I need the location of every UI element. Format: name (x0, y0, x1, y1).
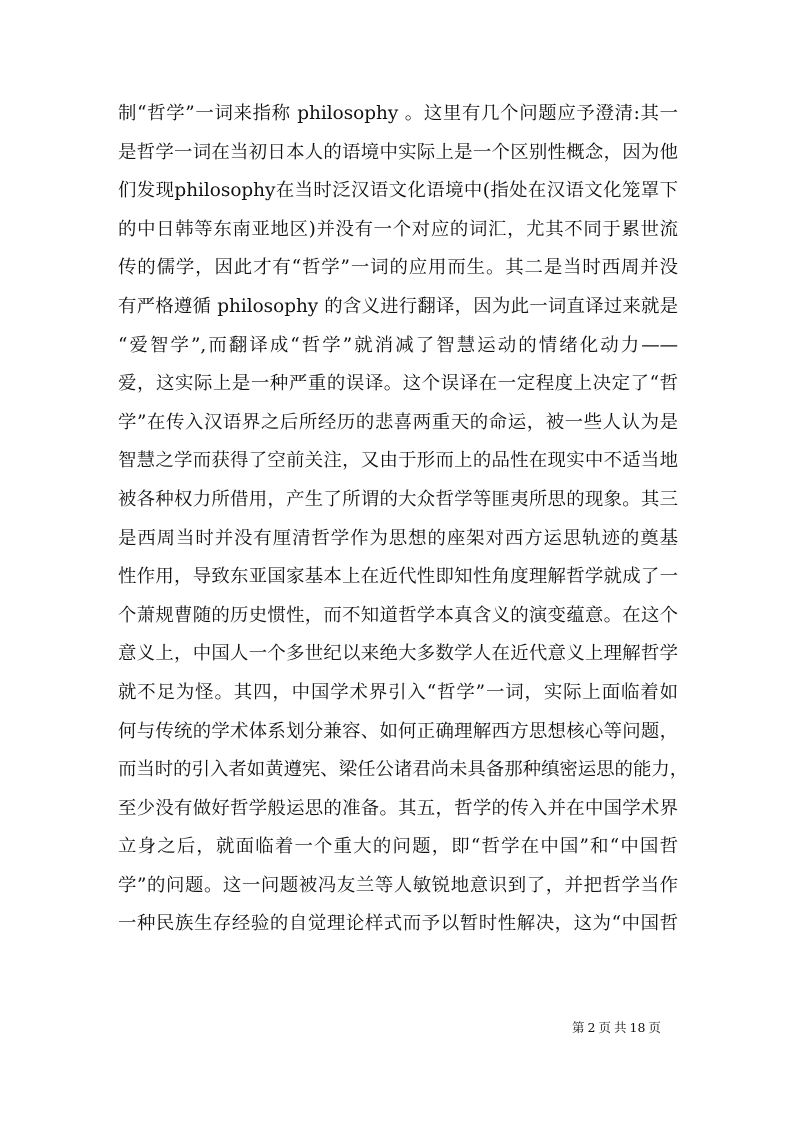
text-line: 至少没有做好哲学般运思的准备。其五，哲学的传入并在中国学术界 (118, 797, 678, 819)
text-line: 意义上，中国人一个多世纪以来绝大多数学人在近代意义上理解哲学 (118, 643, 678, 665)
current-page: 2 (587, 1020, 596, 1035)
page-prefix: 第 (572, 1020, 585, 1035)
text-line: 制“哲学”一词来指称 philosophy 。这里有几个问题应予澄清:其一 (118, 103, 678, 124)
text-line: 智慧之学而获得了空前关注，又由于形而上的品性在现实中不适当地 (118, 450, 678, 472)
body-paragraph (118, 95, 689, 944)
text-line: 学”的问题。这一问题被冯友兰等人敏锐地意识到了，并把哲学当作 (118, 874, 678, 896)
text-line: 而当时的引入者如黄遵宪、梁任公诸君尚未具备那种缜密运思的能力， (118, 759, 689, 781)
total-unit: 页 (648, 1020, 661, 1035)
text-line: 一种民族生存经验的自觉理论样式而予以暂时性解决，这为“中国哲 (118, 913, 678, 935)
text-line: 立身之后，就面临着一个重大的问题，即“哲学在中国”和“中国哲 (118, 836, 678, 858)
total-pages: 18 (629, 1020, 646, 1035)
text-line: 爱，这实际上是一种严重的误译。这个误译在一定程度上决定了“哲 (118, 373, 678, 395)
text-line: 何与传统的学术体系划分兼容、如何正确理解西方思想核心等问题， (118, 720, 678, 742)
text-line: 学”在传入汉语界之后所经历的悲喜两重天的命运，被一些人认为是 (118, 411, 678, 433)
text-line: 有严格遵循 philosophy 的含义进行翻译，因为此一词直译过来就是 (118, 295, 678, 317)
page-number (572, 1018, 664, 1036)
text-line: “爱智学”,而翻译成“哲学”就消减了智慧运动的情绪化动力—— (118, 334, 678, 356)
page-unit: 页 (598, 1020, 611, 1035)
total-prefix: 共 (613, 1020, 627, 1035)
text-line: 是哲学一词在当初日本人的语境中实际上是一个区别性概念，因为他 (118, 141, 678, 163)
text-line: 被各种权力所借用，产生了所谓的大众哲学等匪夷所思的现象。其三 (118, 488, 678, 510)
text-line: 们发现philosophy在当时泛汉语文化语境中(指处在汉语文化笼罩下 (118, 180, 678, 202)
text-line: 是西周当时并没有厘清哲学作为思想的座架对西方运思轨迹的奠基 (118, 527, 678, 549)
text-line: 个萧规曹随的历史惯性，而不知道哲学本真含义的演变蕴意。在这个 (118, 604, 678, 626)
text-line: 就不足为怪。其四，中国学术界引入“哲学”一词，实际上面临着如 (118, 681, 678, 703)
text-line: 的中日韩等东南亚地区)并没有一个对应的词汇，尤其不同于累世流 (118, 218, 678, 240)
text-line: 传的儒学，因此才有“哲学”一词的应用而生。其二是当时西周并没 (118, 257, 678, 279)
text-line: 性作用，导致东亚国家基本上在近代性即知性角度理解哲学就成了一 (118, 566, 678, 588)
